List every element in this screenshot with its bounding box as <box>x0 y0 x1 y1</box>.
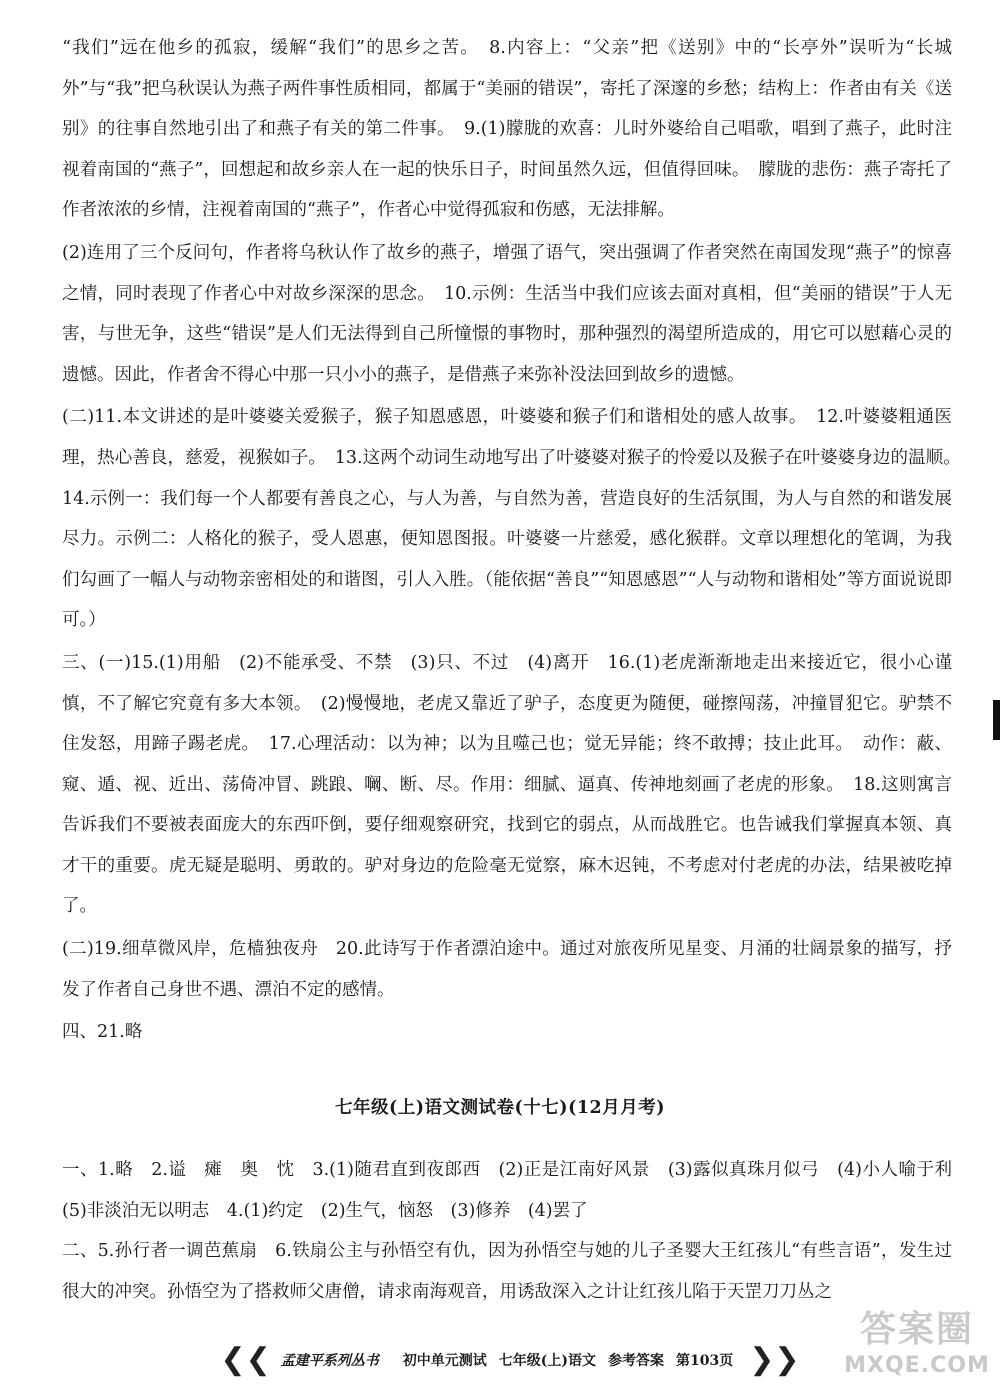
answer-paragraph-2: (2)连用了三个反问句，作者将乌秋认作了故乡的燕子，增强了语气，突出强调了作者突然在南国发现“燕子”的惊喜之情，同时表现了作者心中对故乡深深的思念。 10.示例：生活当中我们应该去面对真相，但“美丽的错误”于人无害，与世无争，这些“错误”是人们无法得到自己所憧憬的事物时，那种强烈的渴望所造成的，用它可以慰藉心灵的遗憾。因此，作者舍不得心中那一只小小的燕子，是借燕子来弥补没法回到故乡的遗憾。 <box>62 242 952 385</box>
answer-paragraph-7: 一、1.略 2.谥 瘫 奥 忱 3.(1)随君直到夜郎西 (2)正是江南好风景 (3)露似真珠月似弓 (4)小人喻于利 (5)非淡泊无以明志 4.(1)约定 (2)生气，恼怒 (3)修养 (4)罢了 <box>62 1160 970 1221</box>
lower-answer-section <box>62 1150 970 1312</box>
answer-paragraph-3: (二)11.本文讲述的是叶婆婆关爱猴子，猴子知恩感恩，叶婆婆和猴子们和谐相处的感人故事。 12.叶婆婆粗通医理，热心善良，慈爱，视猴如子。 13.这两个动词生动地写出了叶婆婆对猴子的怜爱以及猴子在叶婆婆身边的温顺。 14.示例一：我们每一个人都要有善良之心，与人为善，与自然为善，营造良好的生活氛围，为人与自然的和谐发展尽力。示例二：人格化的猴子，受人恩惠，便知恩图报。叶婆婆一片慈爱，感化猴群。文章以理想化的笔调，为我们勾画了一幅人与动物亲密相处的和谐图，引人入胜。（能依据“善良”“知恩感恩”“人与动物和谐相处”等方面说说即可。） <box>62 407 970 631</box>
grade-subject: 七年级(上)语文 <box>498 1353 596 1369</box>
answer-paragraph-5: (二)19.细草微风岸，危樯独夜舟 20.此诗写于作者漂泊途中。通过对旅夜所见星变、月涌的壮阔景象的描写，抒发了作者自己身世不遇、漂泊不定的感情。 <box>62 939 952 1000</box>
watermark-logo <box>842 1308 992 1386</box>
answer-paragraph-1: “我们”远在他乡的孤寂，缓解“我们”的思乡之苦。 8.内容上：“父亲”把《送别》中的“长亭外”误听为“长城外”与“我”把乌秋误认为燕子两件事性质相同，都属于“美丽的错误”，寄托了深邃的乡愁；结构上：作者由有关《送别》的往事自然地引出了和燕子有关的第二件事。 9.(1)朦胧的欢喜：儿时外婆给自己唱歌，唱到了燕子，此时注视着南国的“燕子”，回想起和故乡亲人在一起的快乐日子，时间虽然久远，但值得回味。 朦胧的悲伤：燕子寄托了作者浓浓的乡情，注视着南国的“燕子”，作者心中觉得孤寂和伤感，无法排解。 <box>62 38 952 221</box>
watermark-main-text: 答案圈 <box>859 1309 974 1350</box>
test-title: 七年级(上)语文测试卷(十七)(12月月考) <box>334 1098 666 1118</box>
section-name: 参考答案 <box>608 1353 664 1369</box>
page-footer <box>200 1338 820 1382</box>
series-name: 孟建平系列丛书 <box>280 1353 379 1369</box>
book-name: 初中单元测试 <box>402 1353 487 1369</box>
upper-answer-section <box>62 28 970 1053</box>
page-edge-mark <box>993 700 1000 740</box>
watermark-site-text: MXQE.COM <box>844 1353 990 1378</box>
answer-paragraph-4: 三、(一)15.(1)用船 (2)不能承受、不禁 (3)只、不过 (4)离开 16.(1)老虎渐渐地走出来接近它，很小心谨慎，不了解它究竟有多大本领。 (2)慢慢地，老虎又靠近了驴子，态度更为随便，碰擦闯荡，冲撞冒犯它。驴禁不住发怒，用蹄子踢老虎。 17.心理活动：以为神；以为且噬己也；觉无异能；终不敢搏；技止此耳。 动作：蔽、窥、遁、视、近出、荡倚冲冒、跳踉、㘎、断、尽。作用：细腻、逼真、传神地刻画了老虎的形象。 18.这则寓言告诉我们不要被表面庞大的东西吓倒，要仔细观察研究，找到它的弱点，从而战胜它。也告诫我们掌握真本领、真才干的重要。虎无疑是聪明、勇敢的。驴对身边的危险毫无觉察，麻木迟钝，不考虑对付老虎的办法，结果被吃掉了。 <box>62 652 952 917</box>
page-number: 第103页 <box>676 1353 734 1369</box>
answer-paragraph-6: 四、21.略 <box>62 1022 143 1043</box>
left-arrow-icon: ❮❮ <box>220 1342 271 1377</box>
right-arrow-icon: ❯❯ <box>749 1342 800 1377</box>
answer-paragraph-8: 二、5.孙行者一调芭蕉扇 6.铁扇公主与孙悟空有仇，因为孙悟空与她的儿子圣婴大王红孩儿“有些言语”，发生过很大的冲突。孙悟空为了搭救师父唐僧，请求南海观音，用诱敌深入之计让红孩儿陷于天罡刀刀丛之 <box>62 1241 952 1302</box>
